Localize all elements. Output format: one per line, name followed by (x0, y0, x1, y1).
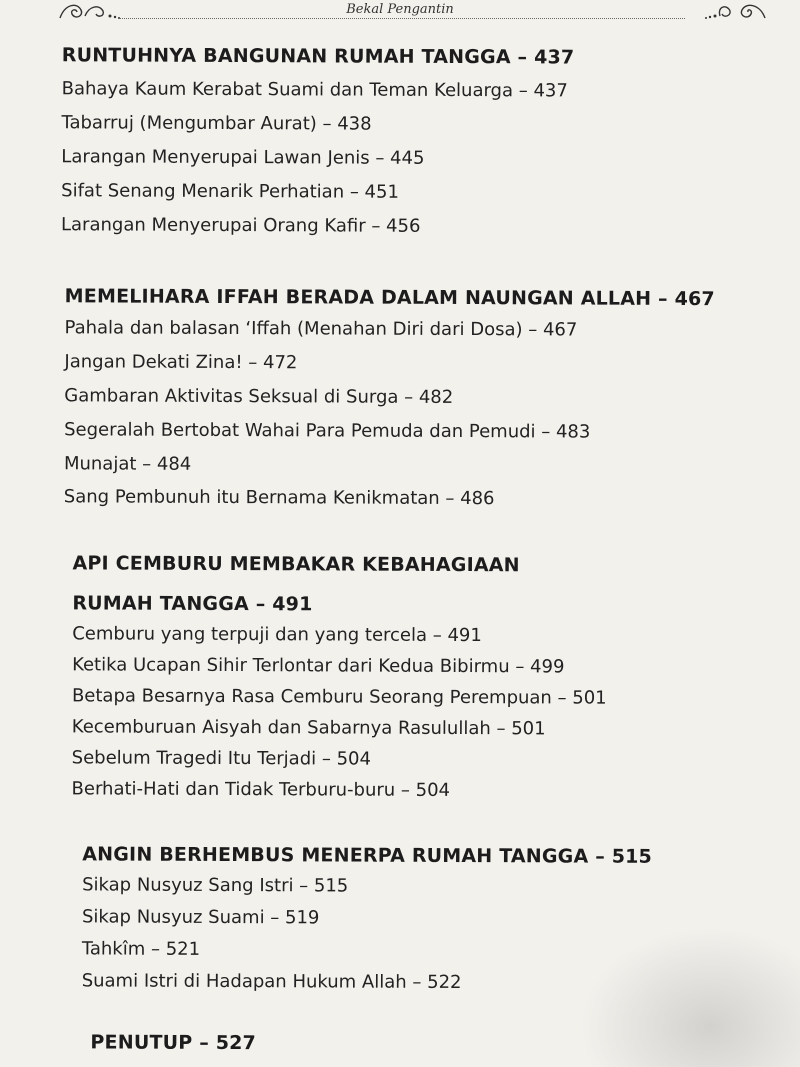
toc-entry: Sikap Nusyuz Sang Istri – 515 (82, 874, 349, 897)
toc-entry: Betapa Besarnya Rasa Cemburu Seorang Perempuan – 501 (71, 685, 607, 709)
toc-entry: Larangan Menyerupai Lawan Jenis – 445 (61, 146, 425, 169)
toc-entry: Cemburu yang terpuji dan yang tercela – 491 (72, 623, 482, 647)
toc-entry: Jangan Dekati Zina! – 472 (64, 351, 298, 374)
toc-section (61, 43, 574, 249)
section-heading-continued: RUMAH TANGGA – 491 (72, 592, 313, 616)
header-title: Bekal Pengantin (0, 2, 800, 17)
right-ornament-icon (700, 0, 770, 26)
toc-entry: Gambaran Aktivitas Seksual di Surga – 482 (64, 385, 454, 408)
toc-entry: Tabarruj (Mengumbar Aurat) – 438 (61, 112, 372, 135)
toc-entry: Bahaya Kaum Kerabat Suami dan Teman Keluarga – 437 (61, 78, 568, 102)
running-header (0, 0, 800, 28)
toc-entry: Tahkîm – 521 (81, 938, 201, 960)
toc-section (90, 1030, 256, 1056)
toc-entry: Segeralah Bertobat Wahai Para Pemuda dan Pemudi – 483 (64, 419, 591, 443)
header-dotted-rule (120, 18, 685, 19)
toc-entry: Sifat Senang Menarik Perhatian – 451 (61, 180, 399, 203)
toc-entry: Sikap Nusyuz Suami – 519 (81, 906, 320, 929)
toc-entry: Larangan Menyerupai Orang Kafir – 456 (60, 214, 421, 237)
toc-section (82, 842, 652, 1003)
section-heading: ANGIN BERHEMBUS MENERPA RUMAH TANGGA – 515 (82, 843, 653, 868)
section-heading: MEMELIHARA IFFAH BERADA DALAM NAUNGAN ALLAH – 467 (64, 285, 715, 311)
toc-entry: Suami Istri di Hadapan Hukum Allah – 522 (81, 970, 462, 994)
toc-entry: Munajat – 484 (63, 453, 192, 475)
toc-entry: Berhati-Hati dan Tidak Terburu-buru – 504 (71, 778, 451, 801)
section-heading: RUNTUHNYA BANGUNAN RUMAH TANGGA – 437 (61, 44, 575, 69)
toc-entry: Sebelum Tragedi Itu Terjadi – 504 (71, 747, 372, 770)
page-shadow (580, 927, 800, 1067)
toc-entry: Pahala dan balasan ‘Iffah (Menahan Diri dari Dosa) – 467 (64, 317, 578, 341)
toc-entry: Sang Pembunuh itu Bernama Kenikmatan – 486 (63, 486, 495, 510)
section-heading: API CEMBURU MEMBAKAR KEBAHAGIAAN (72, 552, 520, 577)
toc-section (64, 284, 715, 521)
toc-section (71, 551, 607, 810)
toc-entry: Ketika Ucapan Sihir Terlontar dari Kedua Bibirmu – 499 (72, 654, 565, 678)
toc-entry: Kecemburuan Aisyah dan Sabarnya Rasulullah – 501 (71, 716, 546, 740)
section-heading: PENUTUP – 527 (90, 1031, 257, 1055)
